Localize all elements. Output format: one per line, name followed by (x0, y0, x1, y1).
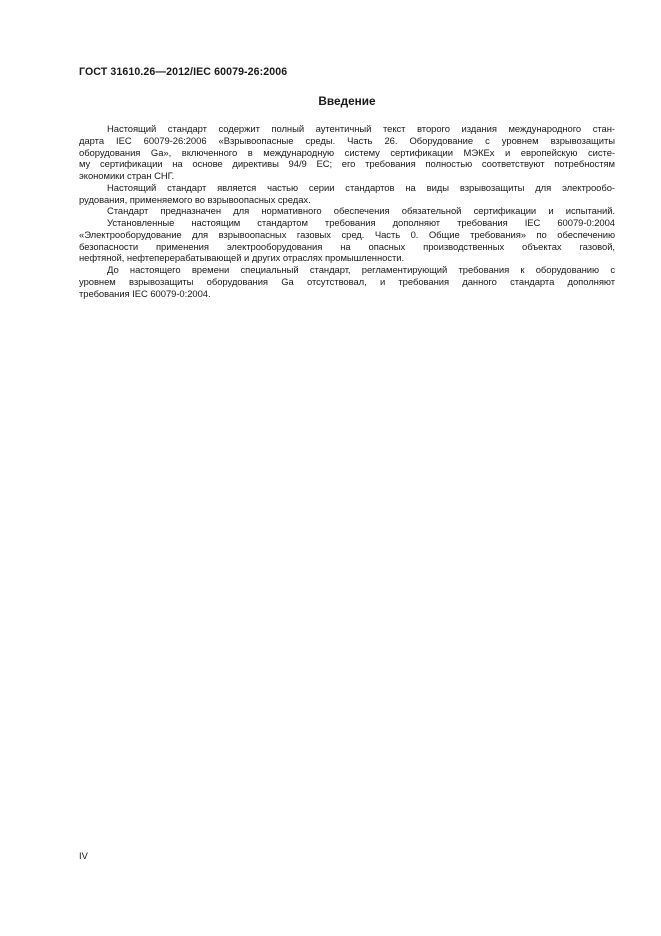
paragraph-line: нефтяной, нефтеперерабатывающей и других отраслях промышленности. (79, 253, 405, 265)
paragraph-line: Установленные настоящим стандартом требования дополняют требования IEC 60079-0:2004 (107, 218, 615, 229)
paragraph-line: уровнем взрывозащиты оборудования Ga отсутствовал, и требования данного стандарта дополняют (79, 276, 615, 288)
paragraph-line: безопасности применения электрооборудования на опасных производственных объектах газовой, (79, 241, 615, 253)
paragraph-line: Настоящий стандарт является частью серии стандартов на виды взрывозащиты для электрообо- (107, 182, 615, 194)
document-header: ГОСТ 31610.26—2012/IEC 60079-26:2006 (79, 66, 288, 78)
paragraph-line: экономики стран СНГ. (79, 171, 175, 182)
paragraph-line: До настоящего времени специальный стандарт, регламентирующий требования к оборудованию с (107, 265, 615, 276)
paragraph-line: Настоящий стандарт содержит полный аутентичный текст второго издания международного стан- (107, 124, 615, 135)
paragraph (79, 265, 615, 300)
paragraph (79, 206, 615, 218)
paragraph-line: «Электрооборудование для взрывоопасных газовых сред. Часть 0. Общие требования» по обеспечению (79, 229, 615, 241)
paragraph-line: требования IEC 60079-0:2004. (79, 288, 211, 300)
paragraph-line: Стандарт предназначен для нормативного обеспечения обязательной сертификации и испытаний. (107, 206, 615, 218)
paragraph-line: рудования, применяемого во взрывоопасных средах. (79, 194, 311, 206)
paragraph (79, 218, 615, 265)
paragraph-line: дарта IEC 60079-26:2006 «Взрывоопасные среды. Часть 26. Оборудование с уровнем взрывозащиты (79, 135, 615, 147)
paragraph (79, 183, 615, 207)
paragraph (79, 124, 615, 183)
paragraph-line: му сертификации на основе директивы 94/9 ЕС; его требования полностью соответствуют потребностям (79, 159, 615, 171)
document-body (79, 124, 615, 300)
section-title: Введение (318, 94, 376, 108)
page-number: IV (79, 850, 88, 861)
paragraph-line: оборудования Ga», включенного в международную систему сертификации МЭКЕх и европейскую систе- (79, 147, 615, 159)
